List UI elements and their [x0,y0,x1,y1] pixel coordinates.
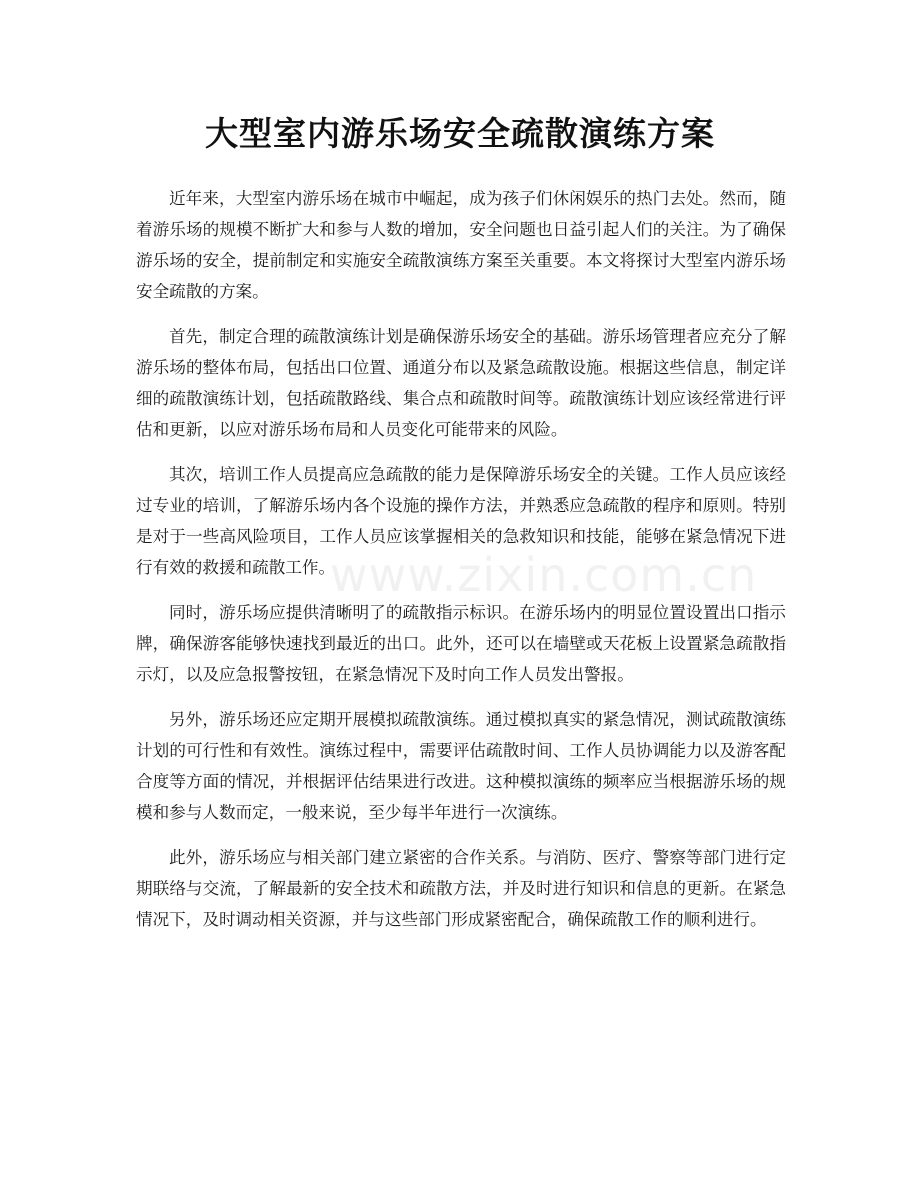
paragraph-cooperation: 此外，游乐场应与相关部门建立紧密的合作关系。与消防、医疗、警察等部门进行定期联络与交流，了解最新的安全技术和疏散方法，并及时进行知识和信息的更新。在紧急情况下，及时调动相关资源，并与这些部门形成紧密配合，确保疏散工作的顺利进行。 [136,848,786,929]
paragraph-drills: 另外，游乐场还应定期开展模拟疏散演练。通过模拟真实的紧急情况，测试疏散演练计划的可行性和有效性。演练过程中，需要评估疏散时间、工作人员协调能力以及游客配合度等方面的情况，并根据评估结果进行改进。这种模拟演练的频率应当根据游乐场的规模和参与人数而定，一般来说，至少每半年进行一次演练。 [136,710,786,822]
document-title: 大型室内游乐场安全疏散演练方案 [205,114,715,153]
paragraph-intro: 近年来，大型室内游乐场在城市中崛起，成为孩子们休闲娱乐的热门去处。然而，随着游乐场的规模不断扩大和参与人数的增加，安全问题也日益引起人们的关注。为了确保游乐场的安全，提前制定和实施安全疏散演练方案至关重要。本文将探讨大型室内游乐场安全疏散的方案。 [136,189,786,301]
watermark: www.zixin.com.cn [330,548,758,602]
paragraph-training: 其次，培训工作人员提高应急疏散的能力是保障游乐场安全的关键。工作人员应该经过专业的培训，了解游乐场内各个设施的操作方法，并熟悉应急疏散的程序和原则。特别是对于一些高风险项目，工作人员应该掌握相关的急救知识和技能，能够在紧急情况下进行有效的救援和疏散工作。 [136,465,786,577]
document-body [136,183,786,949]
paragraph-plan: 首先，制定合理的疏散演练计划是确保游乐场安全的基础。游乐场管理者应充分了解游乐场的整体布局，包括出口位置、通道分布以及紧急疏散设施。根据这些信息，制定详细的疏散演练计划，包括疏散路线、集合点和疏散时间等。疏散演练计划应该经常进行评估和更新，以应对游乐场布局和人员变化可能带来的风险。 [136,327,786,439]
paragraph-signage: 同时，游乐场应提供清晰明了的疏散指示标识。在游乐场内的明显位置设置出口指示牌，确保游客能够快速找到最近的出口。此外，还可以在墙壁或天花板上设置紧急疏散指示灯，以及应急报警按钮，在紧急情况下及时向工作人员发出警报。 [136,603,786,684]
